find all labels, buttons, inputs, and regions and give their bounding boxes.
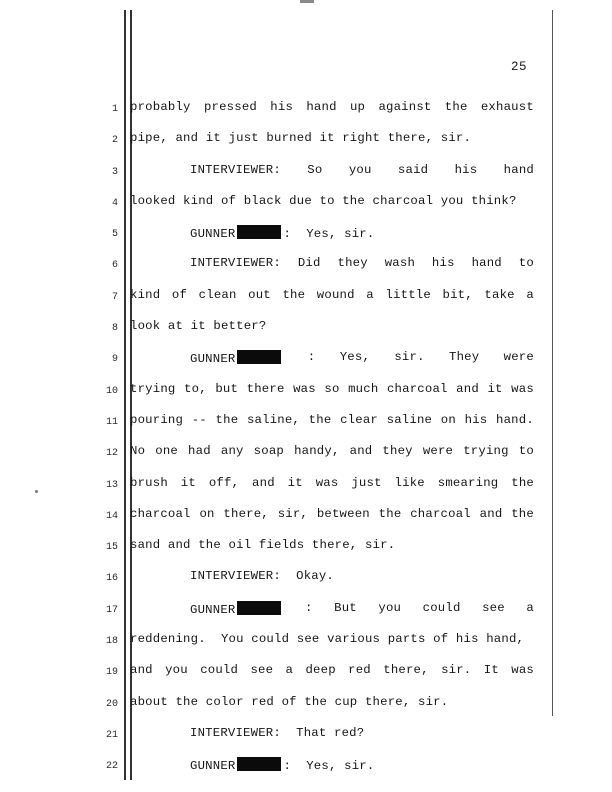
transcript-line [104, 316, 544, 347]
line-text: look at it better? [130, 319, 267, 334]
line-word: could [422, 600, 461, 615]
line-number: 6 [111, 260, 118, 272]
line-number: 19 [105, 667, 118, 679]
transcript-line [104, 222, 544, 253]
line-text: trying to, but there was so much charcoal and it was [130, 381, 534, 396]
line-number: 10 [105, 385, 118, 397]
line-number: 3 [111, 166, 118, 178]
transcript-body [104, 97, 544, 786]
speaker-label: GUNNER [190, 352, 236, 367]
transcript-line [104, 629, 544, 660]
line-text [130, 347, 544, 366]
line-word: see [482, 600, 505, 615]
line-word: But [334, 600, 357, 615]
line-word: a [526, 600, 534, 615]
redaction-bar [237, 757, 281, 771]
transcript-line [104, 598, 544, 629]
line-text: and you could see a deep red there, sir. It was [130, 663, 534, 678]
transcript-line [104, 128, 544, 159]
transcript-line [104, 754, 544, 785]
line-text: pouring -- the saline, the clear saline on his hand. [130, 412, 534, 427]
transcript-line [104, 379, 544, 410]
redaction-bar [237, 350, 281, 364]
speaker-label: GUNNER [190, 602, 236, 617]
line-text: about the color red of the cup there, sir. [130, 694, 449, 709]
speaker-text: : Yes, sir. [283, 227, 375, 242]
line-number: 21 [105, 729, 118, 741]
transcript-line [104, 347, 544, 378]
line-number: 18 [105, 636, 118, 648]
transcript-line [104, 191, 544, 222]
line-word: They [448, 350, 480, 365]
line-number: 16 [105, 573, 118, 585]
line-text: sand and the oil fields there, sir. [130, 538, 396, 553]
line-text: INTERVIEWER: Okay. [190, 569, 335, 584]
transcript-line [104, 535, 544, 566]
line-word: sir. [394, 350, 425, 365]
line-number: 12 [105, 448, 118, 460]
line-number: 17 [105, 604, 118, 616]
line-word: Yes, [339, 350, 371, 365]
line-word: : [307, 350, 316, 365]
transcript-line [104, 160, 544, 191]
page-top-tick-mark [300, 0, 314, 3]
line-number: 5 [111, 229, 118, 241]
line-text: probably pressed his hand up against the exhaust [130, 100, 534, 114]
line-number: 11 [105, 416, 118, 428]
line-number: 8 [111, 323, 118, 335]
transcript-line [104, 692, 544, 723]
line-text: pipe, and it just burned it right there, sir. [130, 131, 472, 146]
line-word: : [305, 600, 313, 615]
line-number: 20 [105, 698, 118, 710]
line-word: were [503, 350, 534, 365]
page-speck [35, 490, 38, 493]
transcript-line [104, 723, 544, 754]
transcript-line [104, 253, 544, 284]
transcript-line [104, 504, 544, 535]
line-text: looked kind of black due to the charcoal you think? [130, 193, 517, 208]
line-text: brush it off, and it was just like smearing the [130, 475, 534, 490]
speaker-label: GUNNER [190, 227, 236, 242]
transcript-line [104, 441, 544, 472]
line-number: 1 [111, 104, 118, 115]
line-number: 2 [111, 135, 118, 147]
line-text: INTERVIEWER: Did they wash his hand to [190, 256, 534, 271]
line-number: 9 [111, 354, 118, 366]
transcript-line [104, 473, 544, 504]
redaction-bar [237, 601, 281, 615]
speaker-text: : Yes, sir. [283, 759, 375, 774]
line-number: 15 [105, 542, 118, 554]
line-number: 4 [111, 197, 118, 209]
speaker-label: GUNNER [190, 759, 236, 774]
line-text: No one had any soap handy, and they were trying to [130, 444, 534, 459]
line-number: 13 [105, 479, 118, 491]
transcript-line [104, 97, 544, 128]
right-margin-rule [552, 10, 553, 716]
transcript-line [104, 660, 544, 691]
page-number: 25 [510, 60, 527, 74]
line-text: INTERVIEWER: That red? [190, 725, 365, 740]
line-text [130, 598, 544, 617]
transcript-line [104, 285, 544, 316]
line-text: kind of clean out the wound a little bit, take a [130, 287, 534, 302]
line-word: you [378, 600, 402, 615]
line-text: reddening. You could see various parts of his hand, [130, 632, 525, 647]
line-text: INTERVIEWER: So you said his hand [190, 162, 534, 177]
line-number: 7 [111, 291, 118, 303]
transcript-line [104, 410, 544, 441]
redaction-bar [237, 225, 281, 239]
transcript-line [104, 566, 544, 597]
line-text [130, 222, 544, 241]
line-number: 22 [105, 761, 118, 773]
line-text [130, 754, 544, 773]
line-number: 14 [105, 510, 118, 522]
line-text: charcoal on there, sir, between the charcoal and the [130, 506, 534, 521]
